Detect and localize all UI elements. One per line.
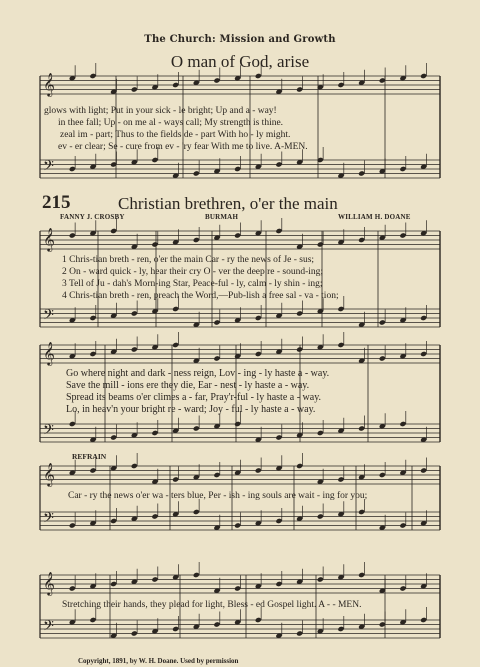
hymn-title: Christian brethren, o'er the main	[118, 194, 338, 213]
treble-clef-icon: 𝄞	[43, 227, 55, 251]
treble-clef-icon: 𝄞	[43, 571, 55, 595]
bass-clef-icon: 𝄢	[43, 158, 54, 178]
treble-clef-icon: 𝄞	[43, 72, 55, 96]
hymn-author: FANNY J. CROSBY	[60, 213, 125, 221]
previous-hymn-title: O man of God, arise	[170, 52, 310, 71]
refrain-lyric-line: Stretching their hands, they plead for light, Bless - ed Gospel light. A - - MEN.	[62, 600, 362, 610]
previous-hymn-lyric-line: zeal im - part; Thus to the fields de - part With ho - ly might.	[60, 130, 291, 140]
refrain-label: REFRAIN	[72, 452, 107, 461]
verse-lyric-line: Go where night and dark - ness reign, Lov - ing - ly haste a - way.	[66, 368, 330, 379]
verse-lyric-line: 3 Tell of Ju - dah's Morn-ing Star, Peace-ful - ly, calm - ly shin - ing;	[62, 279, 323, 289]
verse-lyric-line: 2 On - ward quick - ly, hear their cry O - ver the deep re - sound-ing;	[62, 267, 324, 277]
bass-clef-icon: 𝄢	[43, 422, 54, 442]
hymn-composer: WILLIAM H. DOANE	[338, 213, 411, 221]
bass-clef-icon: 𝄢	[43, 510, 54, 530]
treble-clef-icon: 𝄞	[43, 341, 55, 365]
verse-lyric-line: 4 Chris-tian breth - ren, preach the Word,—Pub-lish a free sal - va - tion;	[62, 291, 339, 301]
page-header: The Church: Mission and Growth	[144, 34, 336, 45]
hymn-number: 215	[42, 192, 71, 213]
previous-hymn-lyric-line: ev - er clear; Se - cure from ev - 'ry fear With me to live. A-MEN.	[58, 142, 308, 152]
previous-hymn-lyric-line: glows with light; Put in your sick - le bright; Up and a - way!	[44, 106, 277, 116]
hymn-tune: BURMAH	[205, 213, 239, 221]
verse-lyric-line: Save the mill - ions ere they die, Ear - nest - ly haste a - way.	[66, 380, 310, 391]
copyright-notice: Copyright, 1891, by W. H. Doane. Used by permission	[78, 657, 239, 665]
verse-lyric-line: 1 Chris-tian breth - ren, o'er the main Car - ry the news of Je - sus;	[62, 255, 315, 265]
previous-hymn-lyric-line: in thee fall; Up - on me al - ways call; My strength is thine.	[58, 118, 284, 128]
refrain-lyric-line: Car - ry the news o'er wa - ters blue, Per - ish - ing souls are wait - ing for you;	[68, 491, 368, 501]
verse-lyric-line: Spread its beams o'er climes a - far, Pray'r-ful - ly haste a - way.	[66, 392, 322, 403]
treble-clef-icon: 𝄞	[43, 462, 55, 486]
verse-lyric-line: Lo, in heav'n your bright re - ward; Joy - ful - ly haste a - way.	[66, 404, 316, 415]
bass-clef-icon: 𝄢	[43, 618, 54, 638]
bass-clef-icon: 𝄢	[43, 307, 54, 327]
